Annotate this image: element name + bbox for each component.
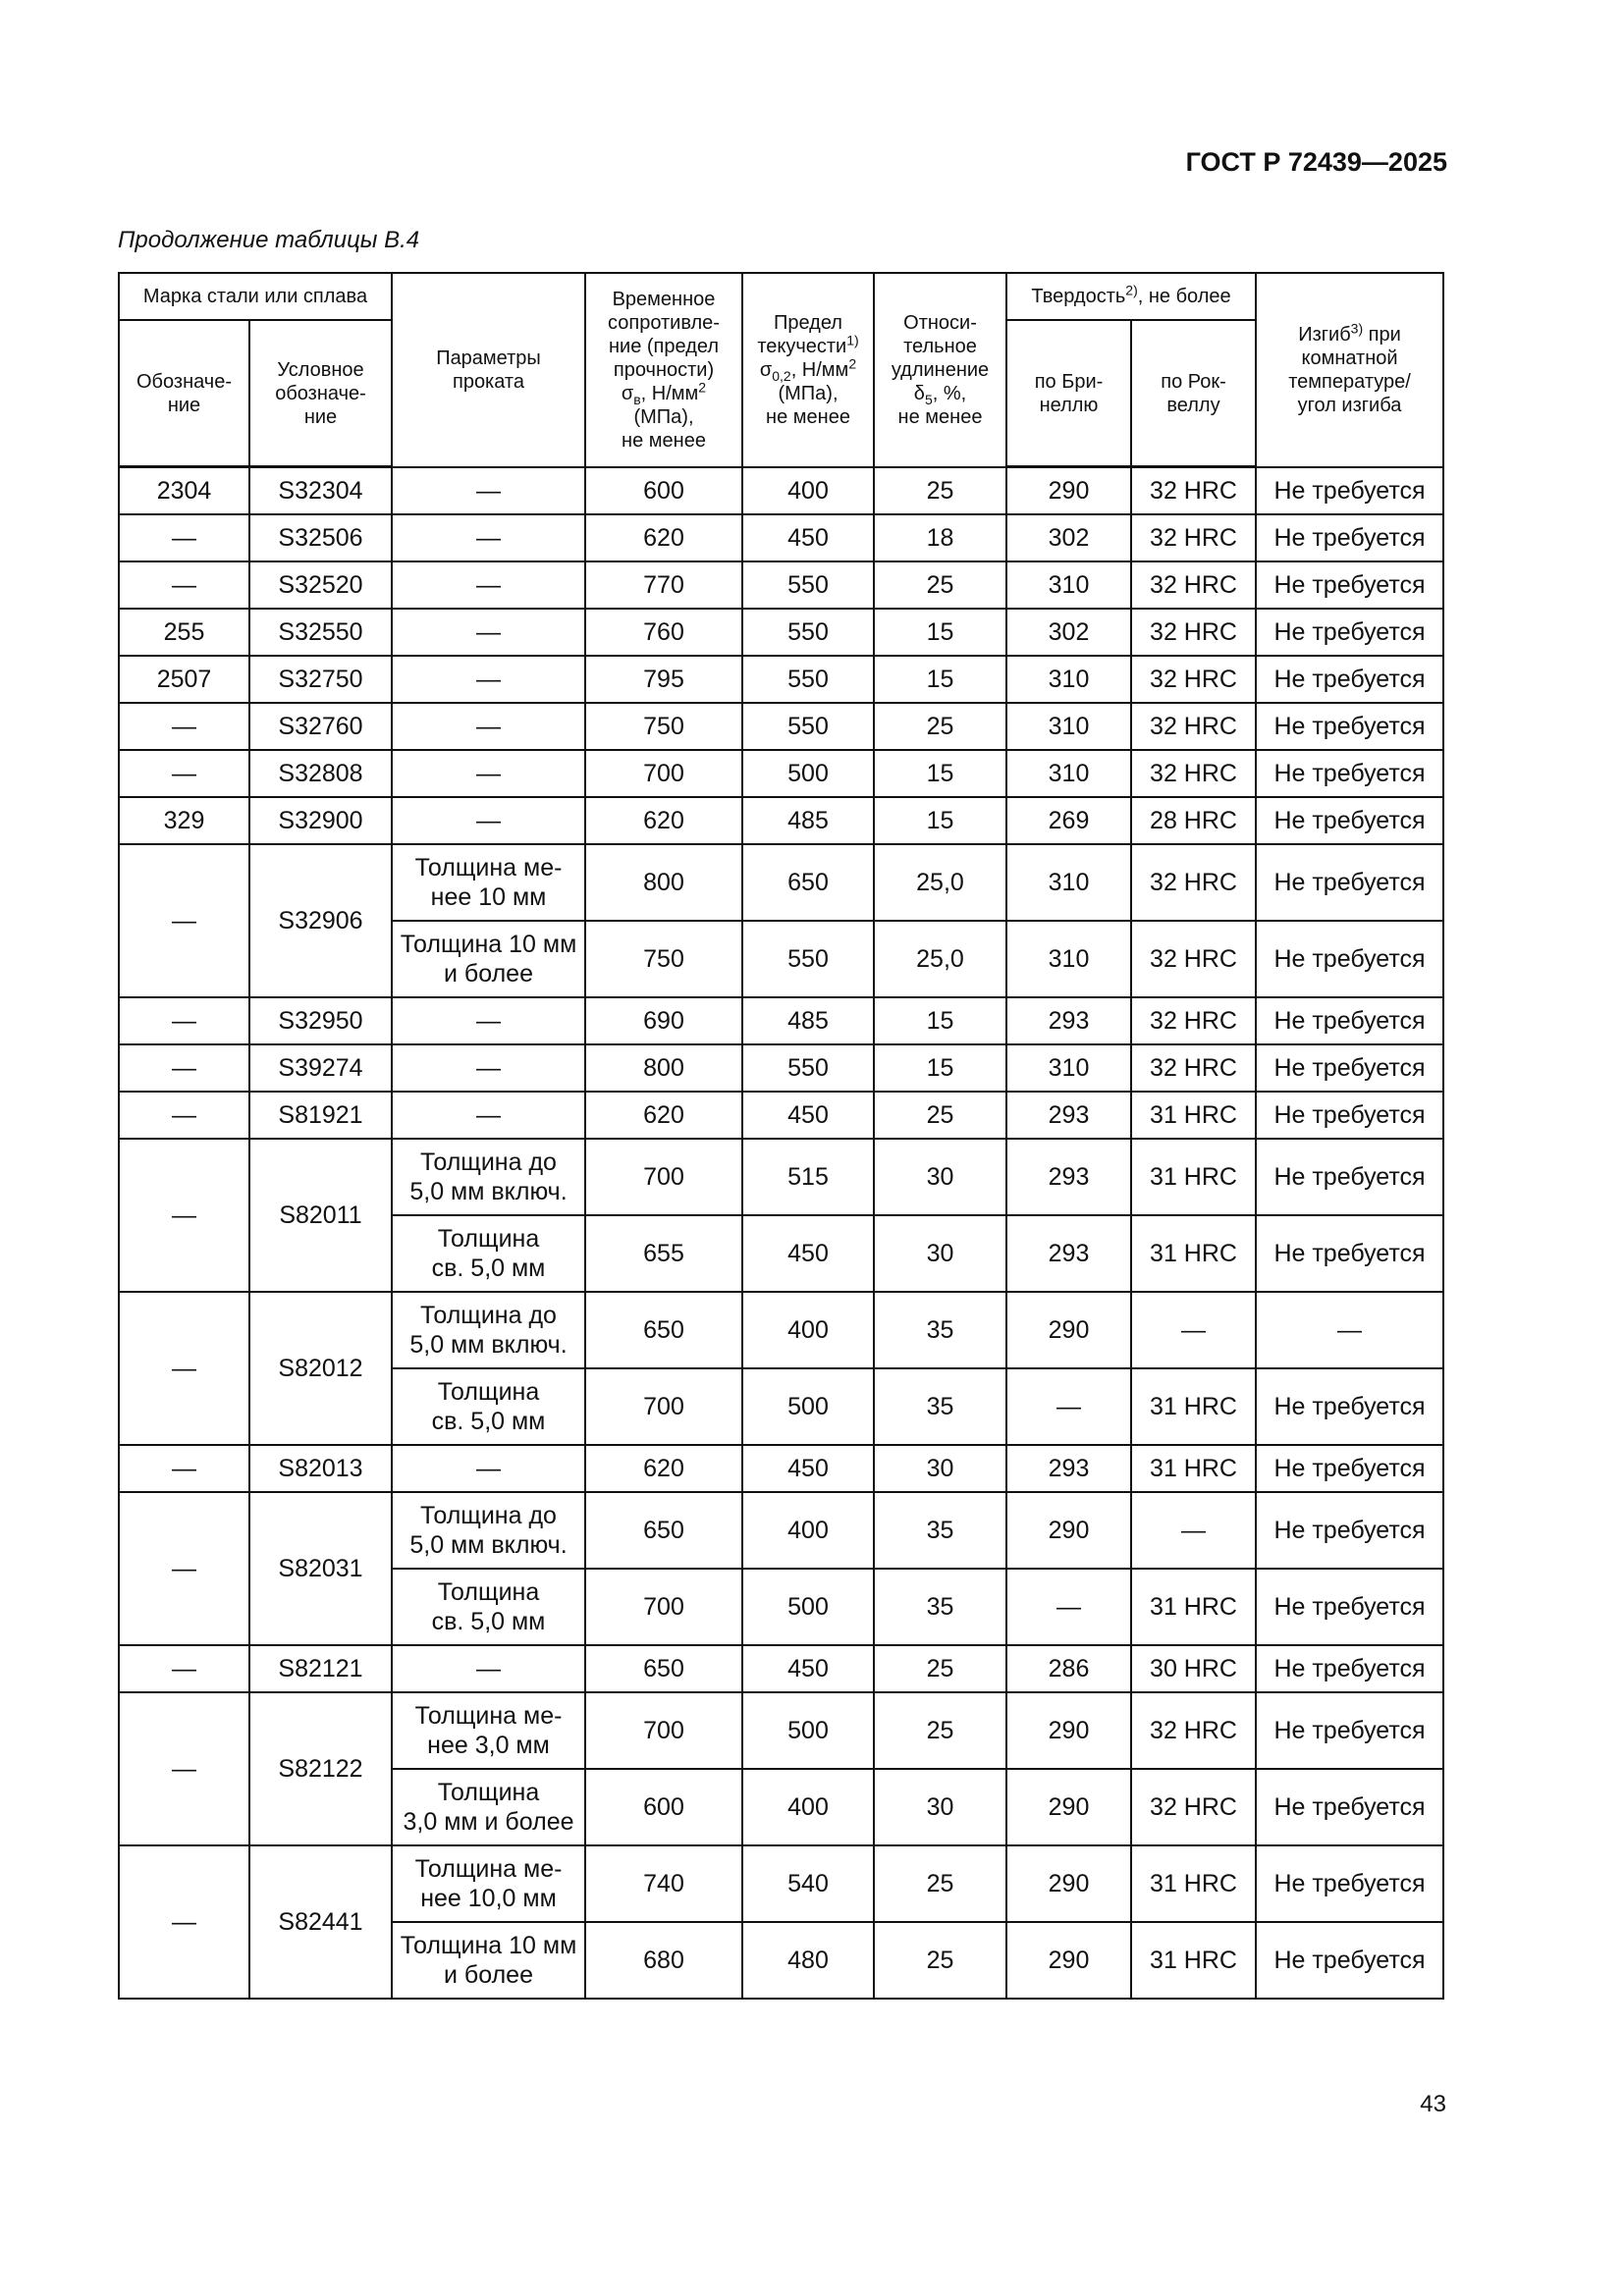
cell-conventional: S32506 bbox=[249, 514, 392, 561]
header-yield-label: Предел текучести$^{1)}$ $\sigma_{0,2}$, $Н/мм^2$ (МПа), не менее bbox=[757, 311, 859, 428]
cell-brinell: 290 bbox=[1006, 1692, 1131, 1769]
cell-params: Толщина ме- нее 10 мм bbox=[392, 844, 585, 921]
cell-bend: Не требуется bbox=[1256, 1845, 1443, 1922]
cell-yield: 550 bbox=[742, 703, 874, 750]
cell-conventional: S82013 bbox=[249, 1445, 392, 1492]
cell-designation: — bbox=[119, 1044, 249, 1092]
cell-bend: Не требуется bbox=[1256, 797, 1443, 844]
cell-rockwell: 32 HRC bbox=[1131, 997, 1256, 1044]
cell-rockwell: 31 HRC bbox=[1131, 1215, 1256, 1292]
cell-elongation: 15 bbox=[874, 997, 1006, 1044]
cell-tensile: 700 bbox=[585, 1368, 742, 1445]
cell-designation: — bbox=[119, 750, 249, 797]
cell-brinell: 290 bbox=[1006, 1769, 1131, 1845]
table-row bbox=[119, 467, 1443, 515]
cell-tensile: 760 bbox=[585, 609, 742, 656]
cell-yield: 500 bbox=[742, 1569, 874, 1645]
cell-elongation: 15 bbox=[874, 1044, 1006, 1092]
cell-conventional: S32520 bbox=[249, 561, 392, 609]
cell-bend: — bbox=[1256, 1292, 1443, 1368]
cell-elongation: 25 bbox=[874, 1645, 1006, 1692]
cell-designation: 329 bbox=[119, 797, 249, 844]
cell-tensile: 655 bbox=[585, 1215, 742, 1292]
cell-yield: 550 bbox=[742, 656, 874, 703]
cell-params: — bbox=[392, 1645, 585, 1692]
cell-tensile: 650 bbox=[585, 1645, 742, 1692]
cell-bend: Не требуется bbox=[1256, 1092, 1443, 1139]
cell-params: Толщина 3,0 мм и более bbox=[392, 1769, 585, 1845]
header-designation-label: Обозначе- ние bbox=[135, 370, 232, 416]
cell-designation: — bbox=[119, 1445, 249, 1492]
cell-elongation: 30 bbox=[874, 1139, 1006, 1215]
table-row bbox=[119, 561, 1443, 609]
table-row bbox=[119, 703, 1443, 750]
cell-tensile: 700 bbox=[585, 1139, 742, 1215]
cell-yield: 515 bbox=[742, 1139, 874, 1215]
cell-bend: Не требуется bbox=[1256, 1922, 1443, 1999]
cell-tensile: 800 bbox=[585, 1044, 742, 1092]
cell-bend: Не требуется bbox=[1256, 1044, 1443, 1092]
cell-yield: 500 bbox=[742, 1692, 874, 1769]
cell-conventional: S32906 bbox=[249, 844, 392, 997]
header-bend bbox=[1256, 273, 1443, 467]
cell-tensile: 700 bbox=[585, 1692, 742, 1769]
steel-properties-table bbox=[118, 272, 1444, 2000]
header-rockwell-label: по Рок- веллу bbox=[1161, 370, 1226, 416]
cell-bend: Не требуется bbox=[1256, 703, 1443, 750]
cell-tensile: 800 bbox=[585, 844, 742, 921]
cell-conventional: S32808 bbox=[249, 750, 392, 797]
cell-tensile: 600 bbox=[585, 467, 742, 515]
cell-conventional: S81921 bbox=[249, 1092, 392, 1139]
cell-elongation: 15 bbox=[874, 750, 1006, 797]
cell-designation: — bbox=[119, 997, 249, 1044]
cell-rockwell: 31 HRC bbox=[1131, 1139, 1256, 1215]
header-conventional-label: Условное обозначе- ние bbox=[275, 358, 366, 428]
cell-bend: Не требуется bbox=[1256, 1492, 1443, 1569]
cell-conventional: S82122 bbox=[249, 1692, 392, 1845]
cell-rockwell: 31 HRC bbox=[1131, 1368, 1256, 1445]
cell-designation: — bbox=[119, 703, 249, 750]
cell-rockwell: 32 HRC bbox=[1131, 750, 1256, 797]
cell-rockwell: 32 HRC bbox=[1131, 561, 1256, 609]
cell-tensile: 650 bbox=[585, 1292, 742, 1368]
header-params-label: Параметры проката bbox=[436, 347, 541, 393]
cell-bend: Не требуется bbox=[1256, 656, 1443, 703]
cell-rockwell: 31 HRC bbox=[1131, 1092, 1256, 1139]
header-designation bbox=[119, 320, 249, 467]
cell-conventional: S32550 bbox=[249, 609, 392, 656]
cell-conventional: S82441 bbox=[249, 1845, 392, 1999]
cell-params: — bbox=[392, 514, 585, 561]
cell-params: Толщина ме- нее 3,0 мм bbox=[392, 1692, 585, 1769]
cell-designation: 2507 bbox=[119, 656, 249, 703]
cell-bend: Не требуется bbox=[1256, 467, 1443, 515]
cell-elongation: 30 bbox=[874, 1769, 1006, 1845]
cell-designation: — bbox=[119, 561, 249, 609]
cell-brinell: 290 bbox=[1006, 467, 1131, 515]
cell-designation: 255 bbox=[119, 609, 249, 656]
cell-bend: Не требуется bbox=[1256, 1692, 1443, 1769]
table-row bbox=[119, 1044, 1443, 1092]
cell-rockwell: 30 HRC bbox=[1131, 1645, 1256, 1692]
header-tensile-label: Временное сопротивле- ние (предел прочности) $\sigma_в$, $Н/мм^2$ (МПа), не менее bbox=[608, 288, 720, 452]
header-hardness-group-label: Твердость$^{2)}$, не более bbox=[1031, 282, 1231, 307]
cell-brinell: 310 bbox=[1006, 561, 1131, 609]
header-brinell bbox=[1006, 320, 1131, 467]
cell-yield: 485 bbox=[742, 797, 874, 844]
cell-brinell: 269 bbox=[1006, 797, 1131, 844]
cell-elongation: 25,0 bbox=[874, 921, 1006, 997]
cell-rockwell: 31 HRC bbox=[1131, 1922, 1256, 1999]
cell-brinell: 290 bbox=[1006, 1845, 1131, 1922]
cell-bend: Не требуется bbox=[1256, 1569, 1443, 1645]
cell-rockwell: 31 HRC bbox=[1131, 1569, 1256, 1645]
cell-elongation: 35 bbox=[874, 1492, 1006, 1569]
cell-rockwell: 32 HRC bbox=[1131, 609, 1256, 656]
cell-bend: Не требуется bbox=[1256, 750, 1443, 797]
page-number: 43 bbox=[1420, 2091, 1446, 2117]
table-row bbox=[119, 1692, 1443, 1769]
cell-tensile: 650 bbox=[585, 1492, 742, 1569]
cell-tensile: 750 bbox=[585, 921, 742, 997]
cell-elongation: 25 bbox=[874, 467, 1006, 515]
header-bend-label: Изгиб$^{3)}$ при комнатной температуре/ угол изгиба bbox=[1288, 320, 1411, 416]
cell-tensile: 700 bbox=[585, 750, 742, 797]
cell-yield: 400 bbox=[742, 1769, 874, 1845]
header-elongation bbox=[874, 273, 1006, 467]
cell-bend: Не требуется bbox=[1256, 1445, 1443, 1492]
cell-designation: — bbox=[119, 1492, 249, 1645]
cell-bend: Не требуется bbox=[1256, 514, 1443, 561]
cell-tensile: 770 bbox=[585, 561, 742, 609]
cell-designation: — bbox=[119, 1645, 249, 1692]
cell-designation: — bbox=[119, 1139, 249, 1292]
table-row bbox=[119, 1492, 1443, 1569]
cell-rockwell: 31 HRC bbox=[1131, 1445, 1256, 1492]
cell-yield: 550 bbox=[742, 609, 874, 656]
cell-brinell: 310 bbox=[1006, 921, 1131, 997]
cell-tensile: 620 bbox=[585, 797, 742, 844]
cell-bend: Не требуется bbox=[1256, 1645, 1443, 1692]
cell-brinell: 293 bbox=[1006, 1139, 1131, 1215]
cell-bend: Не требуется bbox=[1256, 1368, 1443, 1445]
cell-yield: 450 bbox=[742, 1215, 874, 1292]
cell-rockwell: — bbox=[1131, 1492, 1256, 1569]
cell-elongation: 15 bbox=[874, 609, 1006, 656]
cell-brinell: 293 bbox=[1006, 1215, 1131, 1292]
cell-elongation: 15 bbox=[874, 797, 1006, 844]
table-body bbox=[119, 467, 1443, 2000]
cell-designation: — bbox=[119, 844, 249, 997]
cell-params: — bbox=[392, 703, 585, 750]
cell-conventional: S82031 bbox=[249, 1492, 392, 1645]
header-hardness-group bbox=[1006, 273, 1256, 320]
table-caption: Продолжение таблицы В.4 bbox=[118, 227, 420, 253]
cell-params: Толщина св. 5,0 мм bbox=[392, 1569, 585, 1645]
cell-yield: 400 bbox=[742, 1292, 874, 1368]
header-tensile bbox=[585, 273, 742, 467]
table-row bbox=[119, 797, 1443, 844]
cell-elongation: 25 bbox=[874, 1092, 1006, 1139]
cell-designation: — bbox=[119, 514, 249, 561]
cell-tensile: 690 bbox=[585, 997, 742, 1044]
table-row bbox=[119, 997, 1443, 1044]
cell-brinell: 310 bbox=[1006, 844, 1131, 921]
cell-tensile: 795 bbox=[585, 656, 742, 703]
cell-params: — bbox=[392, 1044, 585, 1092]
cell-bend: Не требуется bbox=[1256, 609, 1443, 656]
cell-yield: 450 bbox=[742, 1645, 874, 1692]
cell-rockwell: 28 HRC bbox=[1131, 797, 1256, 844]
cell-conventional: S82012 bbox=[249, 1292, 392, 1445]
cell-bend: Не требуется bbox=[1256, 921, 1443, 997]
cell-params: Толщина 10 мм и более bbox=[392, 921, 585, 997]
cell-elongation: 25 bbox=[874, 561, 1006, 609]
table-row bbox=[119, 609, 1443, 656]
cell-elongation: 25 bbox=[874, 1922, 1006, 1999]
cell-brinell: 286 bbox=[1006, 1645, 1131, 1692]
cell-brinell: 302 bbox=[1006, 609, 1131, 656]
cell-designation: 2304 bbox=[119, 467, 249, 515]
cell-tensile: 620 bbox=[585, 1445, 742, 1492]
cell-elongation: 30 bbox=[874, 1445, 1006, 1492]
cell-tensile: 620 bbox=[585, 1092, 742, 1139]
cell-conventional: S32900 bbox=[249, 797, 392, 844]
cell-elongation: 35 bbox=[874, 1569, 1006, 1645]
cell-params: — bbox=[392, 797, 585, 844]
cell-bend: Не требуется bbox=[1256, 561, 1443, 609]
cell-tensile: 740 bbox=[585, 1845, 742, 1922]
cell-bend: Не требуется bbox=[1256, 1769, 1443, 1845]
cell-bend: Не требуется bbox=[1256, 997, 1443, 1044]
cell-elongation: 25 bbox=[874, 1845, 1006, 1922]
cell-yield: 450 bbox=[742, 1092, 874, 1139]
cell-conventional: S32304 bbox=[249, 467, 392, 515]
cell-yield: 500 bbox=[742, 1368, 874, 1445]
cell-brinell: 290 bbox=[1006, 1492, 1131, 1569]
cell-params: — bbox=[392, 656, 585, 703]
cell-elongation: 25,0 bbox=[874, 844, 1006, 921]
cell-brinell: 293 bbox=[1006, 1445, 1131, 1492]
table-row bbox=[119, 1445, 1443, 1492]
cell-brinell: 290 bbox=[1006, 1292, 1131, 1368]
table-row bbox=[119, 1292, 1443, 1368]
cell-elongation: 25 bbox=[874, 703, 1006, 750]
cell-rockwell: 32 HRC bbox=[1131, 656, 1256, 703]
cell-elongation: 18 bbox=[874, 514, 1006, 561]
cell-rockwell: 32 HRC bbox=[1131, 921, 1256, 997]
cell-yield: 650 bbox=[742, 844, 874, 921]
cell-conventional: S32760 bbox=[249, 703, 392, 750]
cell-brinell: 310 bbox=[1006, 656, 1131, 703]
cell-elongation: 30 bbox=[874, 1215, 1006, 1292]
cell-designation: — bbox=[119, 1292, 249, 1445]
cell-brinell: — bbox=[1006, 1368, 1131, 1445]
cell-rockwell: 32 HRC bbox=[1131, 467, 1256, 515]
cell-params: Толщина 10 мм и более bbox=[392, 1922, 585, 1999]
cell-yield: 550 bbox=[742, 921, 874, 997]
cell-rockwell: — bbox=[1131, 1292, 1256, 1368]
header-conventional bbox=[249, 320, 392, 467]
cell-rockwell: 32 HRC bbox=[1131, 1044, 1256, 1092]
header-brinell-label: по Бри- неллю bbox=[1034, 370, 1104, 416]
table-row bbox=[119, 1139, 1443, 1215]
cell-bend: Не требуется bbox=[1256, 1139, 1443, 1215]
cell-params: — bbox=[392, 1092, 585, 1139]
cell-elongation: 35 bbox=[874, 1368, 1006, 1445]
header-elongation-label: Относи- тельное удлинение $\delta_5$, %, не менее bbox=[891, 311, 990, 428]
cell-params: — bbox=[392, 561, 585, 609]
header-params bbox=[392, 273, 585, 467]
cell-tensile: 750 bbox=[585, 703, 742, 750]
header-yield bbox=[742, 273, 874, 467]
table-row bbox=[119, 1645, 1443, 1692]
cell-params: — bbox=[392, 1445, 585, 1492]
cell-rockwell: 32 HRC bbox=[1131, 1692, 1256, 1769]
table-row bbox=[119, 844, 1443, 921]
cell-params: Толщина св. 5,0 мм bbox=[392, 1368, 585, 1445]
cell-elongation: 25 bbox=[874, 1692, 1006, 1769]
cell-tensile: 620 bbox=[585, 514, 742, 561]
cell-tensile: 680 bbox=[585, 1922, 742, 1999]
cell-params: Толщина св. 5,0 мм bbox=[392, 1215, 585, 1292]
cell-brinell: 310 bbox=[1006, 703, 1131, 750]
header-grade-group-label: Марка стали или сплава bbox=[142, 286, 368, 307]
cell-tensile: 600 bbox=[585, 1769, 742, 1845]
cell-brinell: 310 bbox=[1006, 1044, 1131, 1092]
cell-yield: 500 bbox=[742, 750, 874, 797]
cell-params: Толщина ме- нее 10,0 мм bbox=[392, 1845, 585, 1922]
cell-yield: 450 bbox=[742, 514, 874, 561]
cell-yield: 540 bbox=[742, 1845, 874, 1922]
cell-brinell: 302 bbox=[1006, 514, 1131, 561]
table-row bbox=[119, 1092, 1443, 1139]
cell-rockwell: 31 HRC bbox=[1131, 1845, 1256, 1922]
cell-params: — bbox=[392, 997, 585, 1044]
cell-brinell: 293 bbox=[1006, 997, 1131, 1044]
header-rockwell bbox=[1131, 320, 1256, 467]
cell-yield: 485 bbox=[742, 997, 874, 1044]
cell-params: — bbox=[392, 467, 585, 515]
cell-yield: 400 bbox=[742, 1492, 874, 1569]
cell-conventional: S32750 bbox=[249, 656, 392, 703]
cell-rockwell: 32 HRC bbox=[1131, 844, 1256, 921]
table-row bbox=[119, 1845, 1443, 1922]
table-row bbox=[119, 514, 1443, 561]
cell-brinell: — bbox=[1006, 1569, 1131, 1645]
cell-elongation: 15 bbox=[874, 656, 1006, 703]
cell-brinell: 310 bbox=[1006, 750, 1131, 797]
document-code: ГОСТ Р 72439—2025 bbox=[1185, 147, 1447, 177]
cell-elongation: 35 bbox=[874, 1292, 1006, 1368]
cell-params: — bbox=[392, 750, 585, 797]
cell-designation: — bbox=[119, 1845, 249, 1999]
cell-conventional: S39274 bbox=[249, 1044, 392, 1092]
cell-params: — bbox=[392, 609, 585, 656]
cell-brinell: 293 bbox=[1006, 1092, 1131, 1139]
cell-conventional: S82011 bbox=[249, 1139, 392, 1292]
cell-rockwell: 32 HRC bbox=[1131, 514, 1256, 561]
cell-tensile: 700 bbox=[585, 1569, 742, 1645]
cell-yield: 550 bbox=[742, 561, 874, 609]
table-row bbox=[119, 656, 1443, 703]
cell-rockwell: 32 HRC bbox=[1131, 703, 1256, 750]
cell-rockwell: 32 HRC bbox=[1131, 1769, 1256, 1845]
header-grade-group bbox=[119, 273, 392, 320]
cell-yield: 480 bbox=[742, 1922, 874, 1999]
cell-yield: 550 bbox=[742, 1044, 874, 1092]
table-row bbox=[119, 750, 1443, 797]
cell-conventional: S82121 bbox=[249, 1645, 392, 1692]
cell-designation: — bbox=[119, 1692, 249, 1845]
cell-conventional: S32950 bbox=[249, 997, 392, 1044]
cell-yield: 400 bbox=[742, 467, 874, 515]
cell-yield: 450 bbox=[742, 1445, 874, 1492]
cell-params: Толщина до 5,0 мм включ. bbox=[392, 1492, 585, 1569]
cell-params: Толщина до 5,0 мм включ. bbox=[392, 1292, 585, 1368]
cell-designation: — bbox=[119, 1092, 249, 1139]
cell-brinell: 290 bbox=[1006, 1922, 1131, 1999]
cell-bend: Не требуется bbox=[1256, 844, 1443, 921]
cell-bend: Не требуется bbox=[1256, 1215, 1443, 1292]
cell-params: Толщина до 5,0 мм включ. bbox=[392, 1139, 585, 1215]
